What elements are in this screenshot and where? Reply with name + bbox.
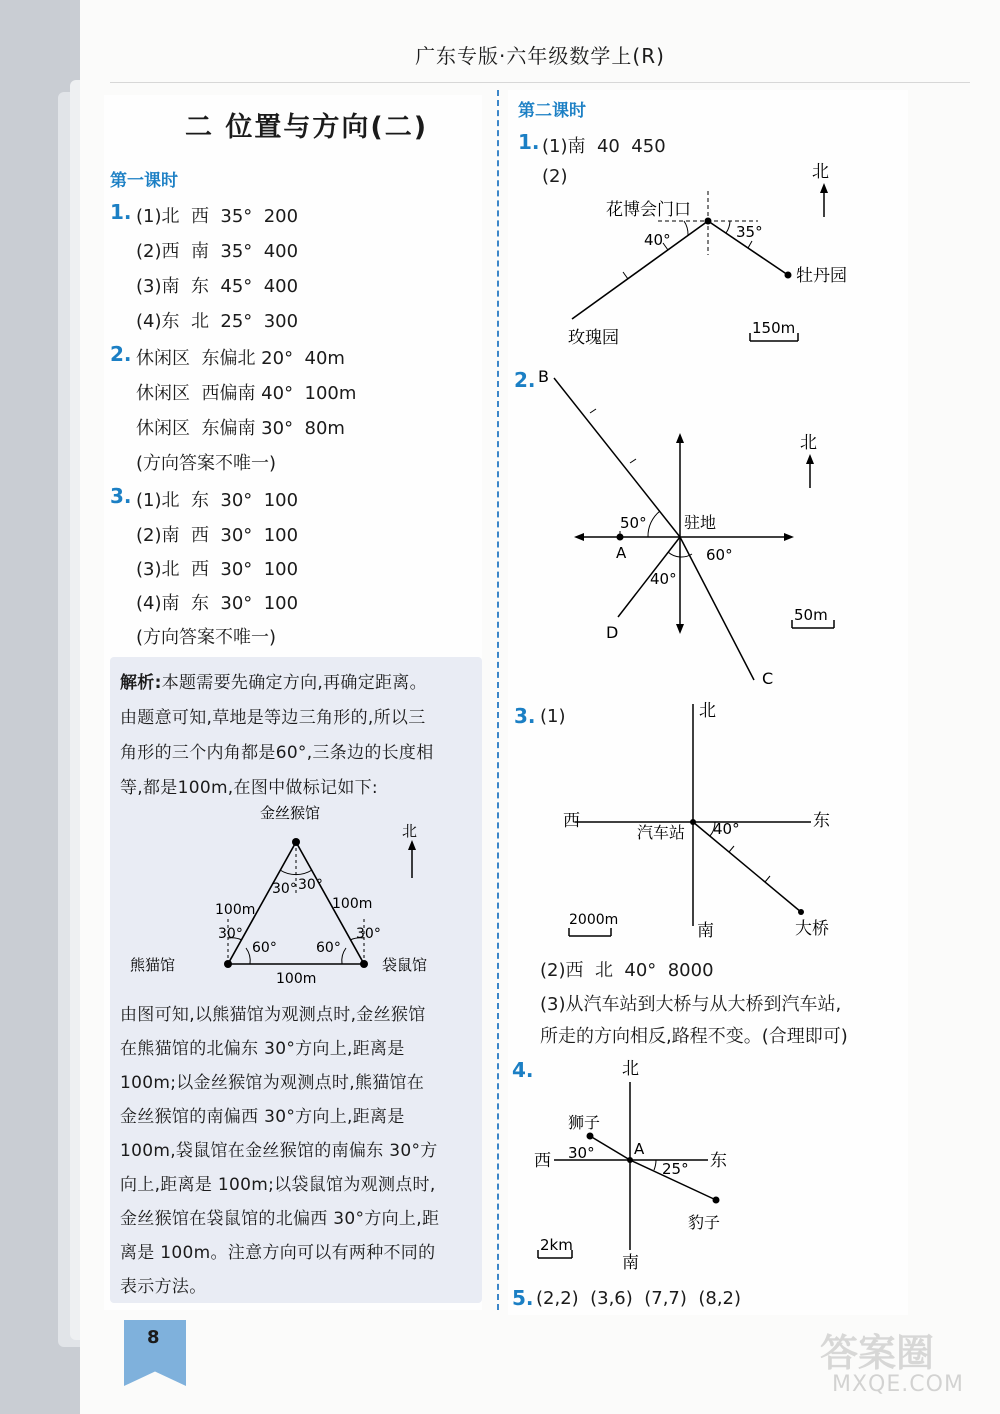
scale-label-camp: 50m: [794, 606, 828, 624]
analysis-line-1: [120, 668, 427, 693]
label-gate: 花博会门口: [606, 200, 691, 220]
label-east-animal: 东: [710, 1151, 727, 1171]
analysis-body-6: 向上,距离是 100m;以袋鼠馆为观测点时,: [120, 1175, 436, 1195]
q2-line-3: 休闲区 东偏南 30° 80m: [136, 418, 345, 439]
r-q3-number: 3.: [514, 704, 536, 728]
analysis-intro-3: 角形的三个内角都是60°,三条边的长度相: [120, 743, 434, 763]
q3-number: 3.: [110, 484, 132, 508]
label-north-bus: 北: [699, 701, 716, 721]
kangaroo-point: [360, 960, 368, 968]
angle-top-left: 30°: [272, 881, 297, 897]
analysis-body-9: 表示方法。: [120, 1277, 207, 1297]
label-west-bus: 西: [563, 811, 580, 831]
arc-left-60: [246, 948, 250, 964]
scale-label-park: 150m: [752, 319, 796, 337]
flower-park-diagram: [540, 155, 880, 355]
q1-line-1: (1)北 西 35° 200: [136, 206, 299, 227]
angle-top-right: 30°: [298, 877, 323, 893]
label-panda: 熊猫馆: [130, 956, 176, 974]
tick-b-1: [590, 409, 596, 413]
tick-b-2: [630, 459, 636, 463]
r-q3-part1: (1): [540, 706, 566, 727]
q1-line-2: (2)西 南 35° 400: [136, 241, 299, 262]
r-q4-number: 4.: [512, 1058, 534, 1082]
angle-40-camp: 40°: [650, 570, 677, 588]
triangle-diagram: [120, 798, 460, 988]
q3-line-4: (4)南 东 30° 100: [136, 593, 299, 614]
label-rose: 玫瑰园: [568, 328, 619, 348]
q2-number: 2.: [110, 342, 132, 366]
peony-point: [785, 272, 792, 279]
label-lion: 狮子: [568, 1113, 601, 1132]
page-number: 8: [147, 1327, 160, 1348]
r-q5-answer: (2,2) (3,6) (7,7) (8,2): [536, 1288, 742, 1309]
angle-35-park: 35°: [736, 223, 763, 241]
arc-40: [668, 552, 680, 557]
q3-line-1: (1)北 东 30° 100: [136, 490, 299, 511]
r-q1-line-2: (2): [542, 166, 568, 187]
side-bottom-label: 100m: [276, 971, 317, 987]
watermark-url: MXQE.COM: [832, 1372, 964, 1397]
analysis-body-2: 在熊猫馆的北偏东 30°方向上,距离是: [120, 1039, 405, 1059]
arc-25: [654, 1160, 656, 1170]
north-arrowhead-triangle: [408, 840, 416, 850]
gate-point: [705, 218, 712, 225]
line-to-rose: [572, 221, 708, 319]
scale-label-bus: 2000m: [569, 912, 619, 928]
point-a-animal: [627, 1157, 633, 1163]
analysis-body-3: 100m;以金丝猴馆为观测点时,熊猫馆在: [120, 1073, 425, 1093]
r-q5-number: 5.: [512, 1286, 534, 1310]
watermark-logo: 答案圈: [820, 1331, 935, 1375]
q3-note: (方向答案不唯一): [136, 627, 277, 648]
arc-50: [648, 511, 660, 537]
angle-right-60: 60°: [316, 940, 341, 956]
analysis-intro-4: 等,都是100m,在图中做标记如下:: [120, 778, 378, 798]
bus-point: [690, 819, 696, 825]
angle-30-animal: 30°: [568, 1144, 595, 1162]
r-q3-part3-line2: 所走的方向相反,路程不变。(合理即可): [540, 1026, 848, 1047]
analysis-body-8: 离是 100m。注意方向可以有两种不同的: [120, 1243, 436, 1263]
tick-peony-1: [748, 241, 752, 248]
angle-60: 60°: [706, 546, 733, 564]
point-a: [617, 534, 624, 541]
camp-diagram: [530, 362, 860, 692]
lesson2-title: 第二课时: [518, 101, 586, 121]
q1-line-4: (4)东 北 25° 300: [136, 311, 299, 332]
page-header: 广东专版·六年级数学上(R): [415, 44, 665, 68]
r-q3-part3-line1: (3)从汽车站到大桥与从大桥到汽车站,: [540, 994, 842, 1015]
angle-50: 50°: [620, 514, 647, 532]
angle-40-bus: 40°: [713, 820, 740, 838]
bus-station-diagram: [555, 696, 855, 946]
north-arrowhead-camp: [676, 433, 684, 443]
label-kangaroo: 袋鼠馆: [382, 956, 428, 974]
label-d: D: [606, 623, 619, 642]
label-south-bus: 南: [697, 921, 714, 941]
angle-left-30: 30°: [218, 926, 243, 942]
leopard-point: [713, 1197, 720, 1204]
angle-40-park: 40°: [644, 231, 671, 249]
label-peony: 牡丹园: [796, 266, 847, 286]
scale-label-animal: 2km: [540, 1236, 573, 1254]
q1-number: 1.: [110, 200, 132, 224]
bridge-point: [798, 909, 804, 915]
chapter-title: 二 位置与方向(二): [185, 112, 429, 143]
label-north-animal: 北: [622, 1059, 639, 1079]
label-east-bus: 东: [813, 811, 830, 831]
side-right-label: 100m: [332, 896, 373, 912]
angle-right-30: 30°: [356, 926, 381, 942]
analysis-body-4: 金丝猴馆的南偏西 30°方向上,距离是: [120, 1107, 405, 1127]
label-bridge: 大桥: [795, 919, 829, 939]
angle-25: 25°: [662, 1160, 689, 1178]
label-a: A: [616, 544, 627, 562]
q3-line-3: (3)北 西 30° 100: [136, 559, 299, 580]
analysis-label: 解析:: [120, 673, 162, 693]
label-a-animal: A: [634, 1140, 645, 1158]
analysis-intro-2: 由题意可知,草地是等边三角形的,所以三: [120, 708, 426, 728]
label-north-park: 北: [812, 162, 829, 182]
tick-rose-2: [623, 272, 628, 279]
label-b: B: [538, 367, 549, 386]
label-leopard: 豹子: [688, 1213, 721, 1232]
r-q2-number: 2.: [514, 368, 536, 392]
header-rule: [110, 82, 970, 83]
lesson1-title: 第一课时: [110, 171, 178, 191]
label-camp: 驻地: [684, 513, 717, 532]
analysis-body-7: 金丝猴馆在袋鼠馆的北偏西 30°方向上,距: [120, 1209, 440, 1229]
panda-point: [224, 960, 232, 968]
line-b: [554, 378, 680, 537]
animal-diagram: [532, 1054, 752, 1274]
q3-line-2: (2)南 西 30° 100: [136, 525, 299, 546]
line-to-lion: [590, 1136, 630, 1160]
q1-line-3: (3)南 东 45° 400: [136, 276, 299, 297]
angle-left-60: 60°: [252, 940, 277, 956]
r-q1-number: 1.: [518, 130, 540, 154]
analysis-body-5: 100m,袋鼠馆在金丝猴馆的南偏东 30°方: [120, 1141, 438, 1161]
label-north-triangle: 北: [402, 822, 418, 840]
r-q1-line-1: (1)南 40 450: [542, 136, 666, 157]
analysis-body-1: 由图可知,以熊猫馆为观测点时,金丝猴馆: [120, 1005, 426, 1025]
tick-bridge-1: [729, 846, 734, 852]
label-monkey: 金丝猴馆: [260, 804, 321, 822]
label-bus-station: 汽车站: [637, 823, 686, 842]
label-c: C: [762, 669, 774, 688]
label-south-animal: 南: [622, 1253, 639, 1273]
side-left-label: 100m: [215, 902, 256, 918]
north-arrowhead-park: [820, 183, 828, 193]
arc-40-park: [684, 221, 688, 235]
column-divider: [497, 90, 499, 1310]
line-to-bridge: [693, 822, 801, 912]
tick-bridge-2: [765, 876, 770, 882]
arc-right-60: [342, 948, 346, 964]
north-arrowhead-camp2: [806, 454, 814, 464]
q2-line-2: 休闲区 西偏南 40° 100m: [136, 383, 357, 404]
east-arrowhead-camp: [784, 533, 794, 541]
south-arrowhead-camp: [676, 624, 684, 634]
lion-point: [587, 1133, 594, 1140]
label-north-camp: 北: [800, 433, 817, 453]
q2-note: (方向答案不唯一): [136, 453, 277, 474]
monkey-point: [292, 838, 300, 846]
west-arrowhead-camp: [574, 533, 584, 541]
arc-35-park: [726, 221, 730, 233]
label-west-animal: 西: [534, 1151, 551, 1171]
q2-line-1: 休闲区 东偏北 20° 40m: [136, 348, 345, 369]
analysis-intro-1: 本题需要先确定方向,再确定距离。: [161, 673, 427, 693]
r-q3-part2: (2)西 北 40° 8000: [540, 960, 714, 981]
